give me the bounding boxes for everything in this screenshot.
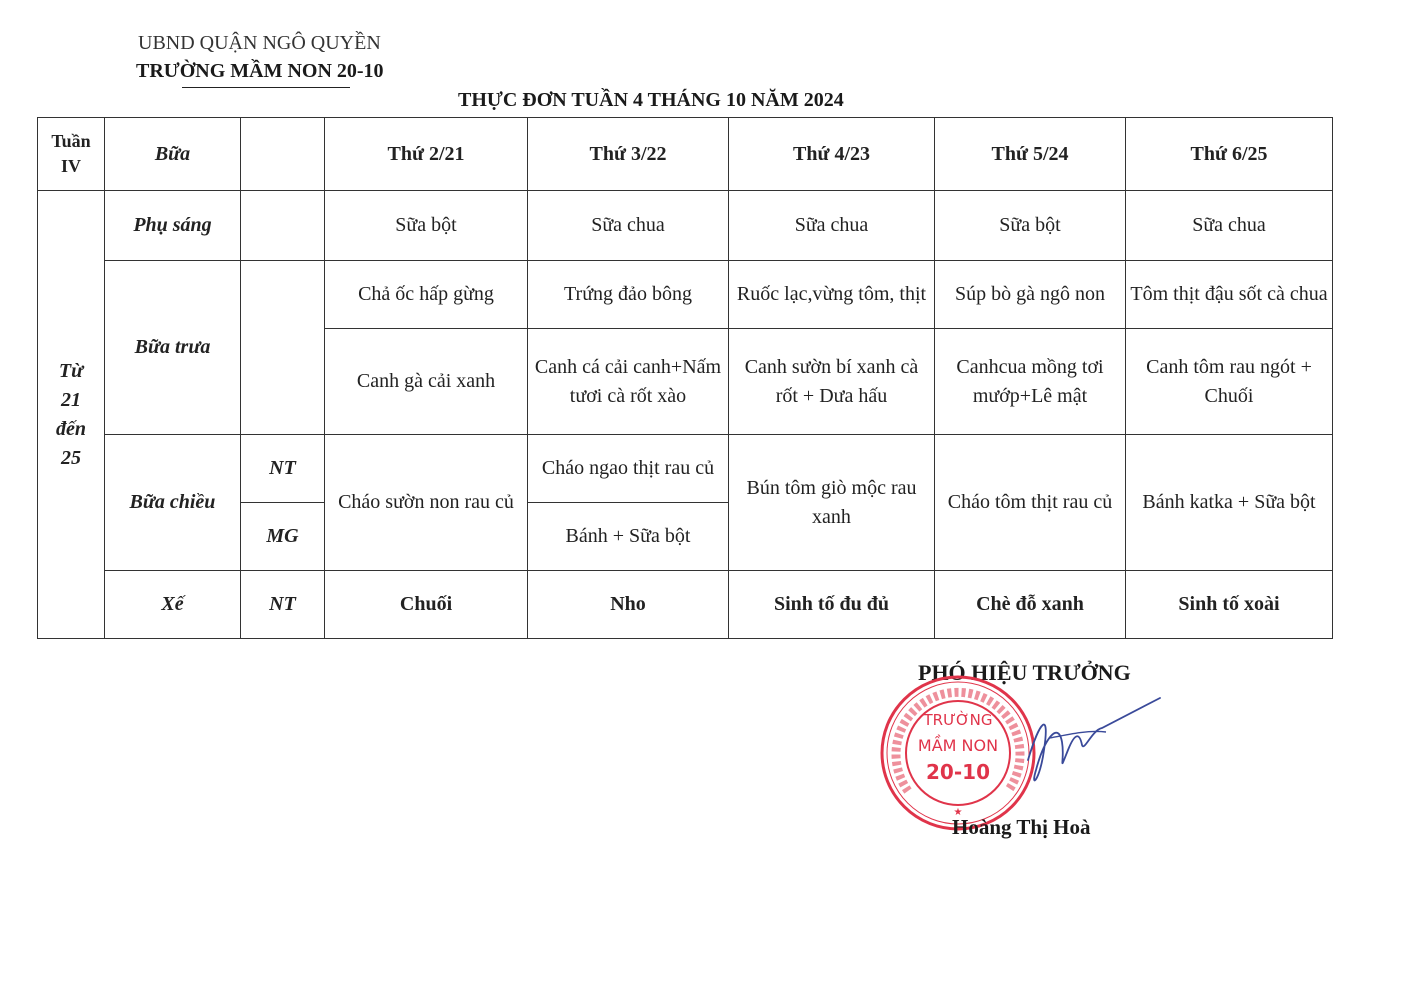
menu-cell: Canh tôm rau ngót + Chuối: [1126, 329, 1333, 435]
org-line-2: TRƯỜNG MẦM NON 20-10: [136, 60, 384, 82]
meal-label-bua-trua: Bữa trưa: [105, 261, 241, 435]
meal-label-bua-chieu: Bữa chiều: [105, 435, 241, 571]
menu-cell: Sữa bột: [325, 191, 528, 261]
menu-cell: Sinh tố đu đủ: [729, 571, 935, 639]
org-line-1: UBND QUẬN NGÔ QUYỀN: [138, 32, 381, 54]
day-header: Thứ 2/21: [325, 118, 528, 191]
menu-cell: Canh sườn bí xanh cà rốt + Dưa hấu: [729, 329, 935, 435]
menu-cell: Canh cá cải canh+Nấm tươi cà rốt xào: [528, 329, 729, 435]
week-range: Từ 21 đến 25: [38, 191, 105, 639]
menu-cell: Chả ốc hấp gừng: [325, 261, 528, 329]
svg-text:TRƯỜNG: TRƯỜNG: [923, 711, 993, 729]
org-underline: [182, 87, 350, 88]
svg-text:★: ★: [953, 807, 963, 818]
weekly-menu-table: [37, 117, 1333, 639]
menu-cell: Bánh katka + Sữa bột: [1126, 435, 1333, 571]
day-header: Thứ 4/23: [729, 118, 935, 191]
menu-cell: Sữa chua: [528, 191, 729, 261]
group-label-nt: NT: [241, 571, 325, 639]
group-label-nt: NT: [241, 435, 325, 503]
menu-cell: Canh gà cải xanh: [325, 329, 528, 435]
menu-cell: Chè đỗ xanh: [935, 571, 1126, 639]
menu-cell: Bún tôm giò mộc rau xanh: [729, 435, 935, 571]
signer-name: Hoàng Thị Hoà: [952, 815, 1091, 839]
menu-cell: Nho: [528, 571, 729, 639]
menu-cell: Súp bò gà ngô non: [935, 261, 1126, 329]
meal-label-phu-sang: Phụ sáng: [105, 191, 241, 261]
day-header: Thứ 3/22: [528, 118, 729, 191]
week-label: Tuần IV: [38, 118, 105, 191]
menu-cell: Sinh tố xoài: [1126, 571, 1333, 639]
menu-cell: Trứng đảo bông: [528, 261, 729, 329]
menu-cell: Cháo ngao thịt rau củ: [528, 435, 729, 503]
menu-cell: Tôm thịt đậu sốt cà chua: [1126, 261, 1333, 329]
signer-title: PHÓ HIỆU TRƯỞNG: [918, 660, 1131, 685]
menu-cell: Sữa bột: [935, 191, 1126, 261]
menu-cell: Sữa chua: [1126, 191, 1333, 261]
menu-cell: Chuối: [325, 571, 528, 639]
group-cell: [241, 191, 325, 261]
menu-cell: Canhcua mồng tơi mướp+Lê mật: [935, 329, 1126, 435]
svg-text:20-10: 20-10: [926, 760, 990, 784]
day-header: Thứ 5/24: [935, 118, 1126, 191]
group-cell: [241, 261, 325, 435]
meal-column-header: Bữa: [105, 118, 241, 191]
menu-cell: Bánh + Sữa bột: [528, 503, 729, 571]
meal-label-xe: Xế: [105, 571, 241, 639]
handwritten-signature: [1010, 690, 1170, 800]
group-column-header: [241, 118, 325, 191]
day-header: Thứ 6/25: [1126, 118, 1333, 191]
menu-cell: Ruốc lạc,vừng tôm, thịt: [729, 261, 935, 329]
group-label-mg: MG: [241, 503, 325, 571]
menu-cell: Cháo tôm thịt rau củ: [935, 435, 1126, 571]
menu-cell: Cháo sườn non rau củ: [325, 435, 528, 571]
document-title: THỰC ĐƠN TUẦN 4 THÁNG 10 NĂM 2024: [458, 89, 844, 111]
menu-cell: Sữa chua: [729, 191, 935, 261]
svg-text:MẦM NON: MẦM NON: [917, 736, 999, 755]
